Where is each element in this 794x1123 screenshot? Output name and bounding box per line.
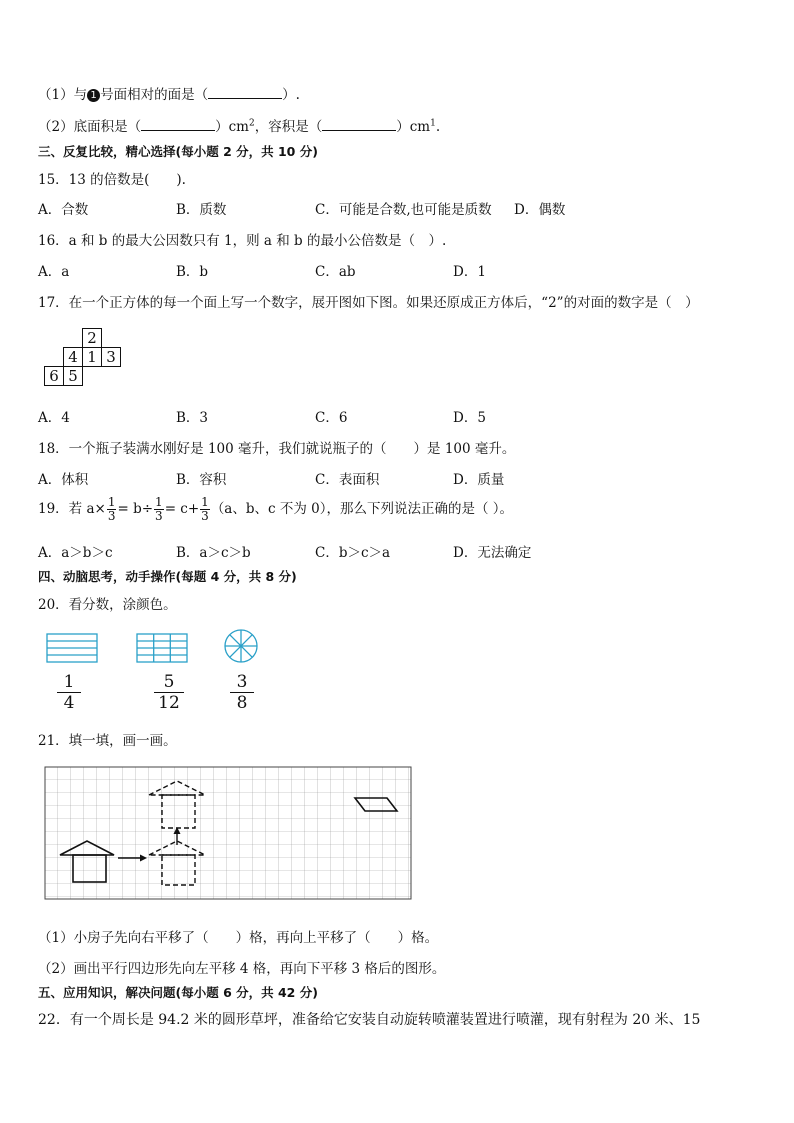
q20-shapes <box>0 628 794 688</box>
q17-option-d[interactable]: D．5 <box>453 410 486 426</box>
q14-sub2-text-a: （2）底面积是（ <box>38 119 142 135</box>
section-five-title: 五、应用知识，解决问题(每小题 6 分，共 42 分) <box>38 985 318 1000</box>
q14-sub2-text-d: ）cm <box>396 119 431 135</box>
fraction-numerator: 1 <box>155 495 163 509</box>
q21-sub2: （2）画出平行四边形先向左平移 4 格，再向下平移 3 格后的图形。 <box>38 961 446 977</box>
q16-text: 16．a 和 b 的最大公因数只有 1，则 a 和 b 的最小公倍数是（ ）. <box>38 233 447 249</box>
q14-sub1 <box>38 83 300 103</box>
q19-option-a[interactable]: A．a＞b＞c <box>38 545 113 561</box>
q19-option-d[interactable]: D．无法确定 <box>453 545 532 561</box>
section-three-title: 三、反复比较，精心选择(每小题 2 分，共 10 分) <box>38 144 318 159</box>
fraction-label <box>57 672 81 713</box>
q17-text: 17．在一个正方体的每一个面上写一个数字，展开图如下图。如果还原成正方体后，“2”的对面的数字是（ ） <box>38 295 699 311</box>
fraction-denominator: 3 <box>201 509 209 523</box>
net-face: 1 <box>82 347 102 367</box>
q20-text: 20．看分数，涂颜色。 <box>38 597 177 613</box>
circle-eighths[interactable] <box>225 630 257 662</box>
circled-number-one: 1 <box>87 89 100 102</box>
fraction-numerator: 5 <box>154 672 184 693</box>
q21-sub1: （1）小房子先向右平移了（ ）格，再向上平移了（ ）格。 <box>38 930 439 946</box>
net-face: 6 <box>44 366 64 386</box>
fraction-denominator: 4 <box>63 693 75 713</box>
q19-prefix: 19．若 a× <box>38 501 106 517</box>
fraction-label <box>154 672 184 713</box>
fraction-one-third <box>107 496 117 523</box>
answer-blank[interactable] <box>141 118 215 131</box>
q19-text <box>38 496 513 523</box>
q14-sub2-text-c: ，容积是（ <box>254 119 323 135</box>
q16-option-b[interactable]: B．b <box>176 264 209 280</box>
cube-net-figure <box>44 326 124 386</box>
q14-sub1-text-c: ）. <box>282 87 300 103</box>
q16-option-a[interactable]: A．a <box>38 264 70 280</box>
translation-grid-figure <box>44 766 414 902</box>
section-four-title: 四、动脑思考，动手操作(每题 4 分，共 8 分) <box>38 569 297 584</box>
net-face: 2 <box>82 328 102 348</box>
fraction-numerator: 1 <box>107 495 116 509</box>
q17-option-a[interactable]: A．4 <box>38 410 70 426</box>
fraction-numerator: 3 <box>230 672 254 693</box>
q14-sub1-text-b: 号面相对的面是（ <box>100 87 209 103</box>
answer-blank[interactable] <box>208 86 282 99</box>
unit-exponent: 2 <box>248 118 255 129</box>
answer-blank[interactable] <box>322 118 396 131</box>
q19-option-b[interactable]: B．a＞c＞b <box>176 545 251 561</box>
grid-background <box>45 767 411 899</box>
q22-text: 22．有一个周长是 94.2 米的圆形草坪，准备给它安装自动旋转喷灌装置进行喷灌，现有射程为 20 米、15 <box>38 1012 701 1028</box>
fraction-denominator: 3 <box>107 509 116 523</box>
net-face: 5 <box>63 366 83 386</box>
q14-sub2-text-b: ）cm <box>215 119 249 135</box>
q15-text: 15．13 的倍数是( ). <box>38 172 186 188</box>
unit-exponent: 1 <box>430 118 436 129</box>
q21-text: 21．填一填，画一画。 <box>38 733 177 749</box>
q16-option-c[interactable]: C．ab <box>315 264 356 280</box>
fraction-denominator: 3 <box>155 509 163 523</box>
q14-sub1-text-a: （1）与 <box>38 87 88 103</box>
q19-option-c[interactable]: C．b＞c＞a <box>315 545 391 561</box>
q14-sub2 <box>38 115 440 135</box>
q18-option-a[interactable]: A．体积 <box>38 472 89 488</box>
q15-option-c[interactable]: C．可能是合数,也可能是质数 <box>315 202 492 218</box>
fraction-label <box>230 672 254 713</box>
net-face: 3 <box>101 347 121 367</box>
fraction-denominator: 12 <box>158 693 180 713</box>
q15-option-a[interactable]: A．合数 <box>38 202 89 218</box>
net-face: 4 <box>63 347 83 367</box>
q19-suffix: （a、b、c 不为 0），那么下列说法正确的是（ ）。 <box>210 501 514 517</box>
q19-mid1: = b÷ <box>117 501 154 517</box>
rectangle-twelfths[interactable] <box>137 634 187 662</box>
rectangle-quarters[interactable] <box>47 634 97 662</box>
q18-option-b[interactable]: B．容积 <box>176 472 227 488</box>
q15-option-d[interactable]: D．偶数 <box>514 202 566 218</box>
fraction-numerator: 1 <box>201 495 209 509</box>
q15-option-b[interactable]: B．质数 <box>176 202 227 218</box>
q17-option-c[interactable]: C．6 <box>315 410 348 426</box>
q16-option-d[interactable]: D．1 <box>453 264 486 280</box>
q14-sub2-text-e: . <box>435 119 441 135</box>
q18-text: 18．一个瓶子装满水刚好是 100 毫升，我们就说瓶子的（ ）是 100 毫升。 <box>38 441 516 457</box>
fraction-one-third <box>200 496 210 523</box>
fraction-one-third <box>154 496 164 523</box>
fraction-numerator: 1 <box>57 672 81 693</box>
q17-option-b[interactable]: B．3 <box>176 410 209 426</box>
q18-option-d[interactable]: D．质量 <box>453 472 505 488</box>
q19-mid2: = c+ <box>164 501 200 517</box>
q18-option-c[interactable]: C．表面积 <box>315 472 380 488</box>
fraction-denominator: 8 <box>236 693 248 713</box>
